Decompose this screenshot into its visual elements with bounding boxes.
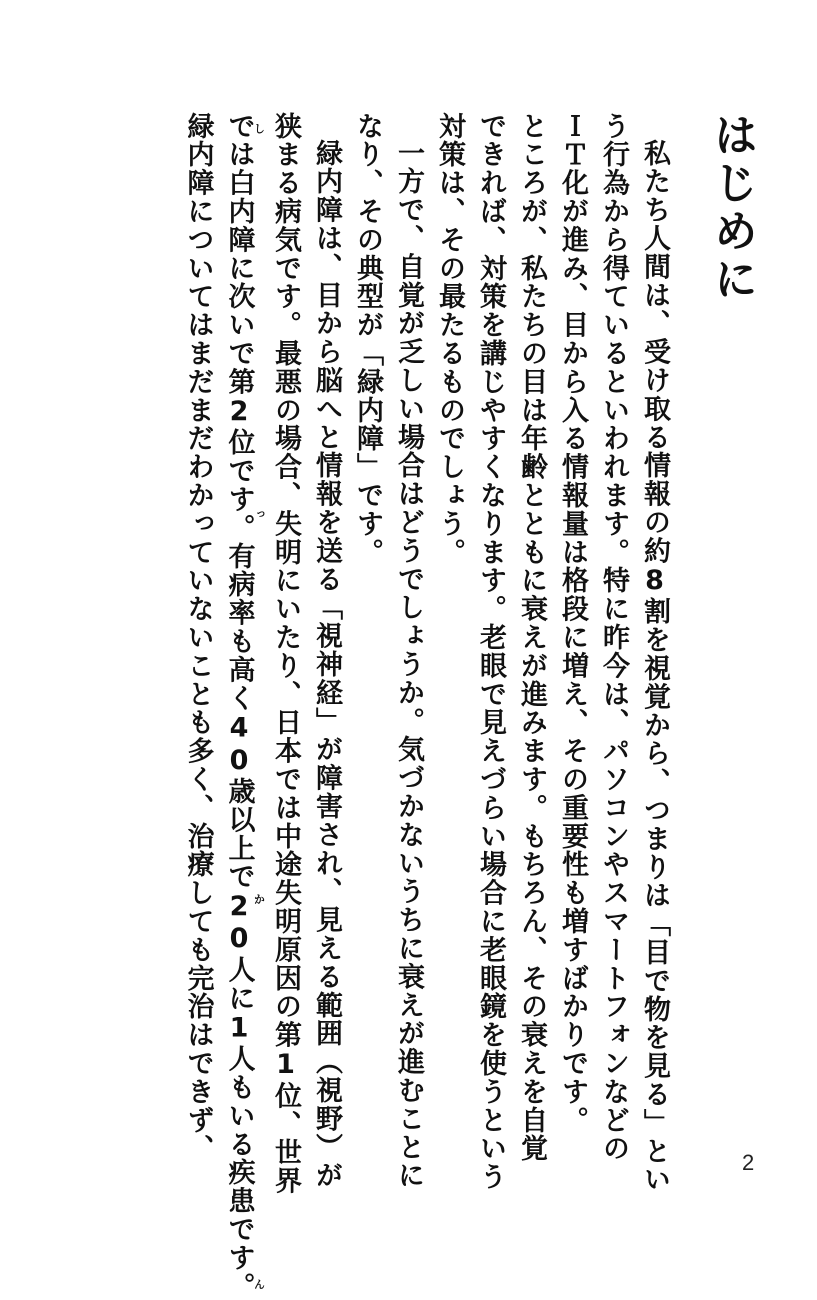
furigana-shikkan: しっかん [252, 112, 266, 1300]
body-line-10: 狭まる病気です。最悪の場合、失明にいたり、日本では中途失明原因の第1位、世界 [270, 112, 301, 1196]
body-line-4-text: ところが、私たちの目は年齢とともに衰えが進みます。もちろん、その衰えを自覚 [516, 112, 547, 1163]
vertical-text-block [178, 112, 762, 1300]
body-line-2: う行為から得ているといわれます。特に昨今は、パソコンやスマートフォンなどの [598, 112, 629, 1163]
body-line-8: なり、その典型が「緑内障」です。 [352, 112, 383, 567]
body-line-7: 一方で、自覚が乏しい場合はどうでしょうか。気づかないうちに衰えが進むことに [393, 139, 424, 1190]
body-line-12: 緑内障についてはまだまだわかっていないことも多く、治療しても完治はできず、 [182, 112, 214, 1163]
body-line-1: 私たち人間は、受け取る情報の約8割を視覚から、つまりは「目で物を見る」とい [639, 139, 670, 1194]
body-line-9: 緑内障は、目から脳へと情報を送る「視神経」が障害され、見える範囲（視野）が [311, 139, 342, 1190]
body-line-11-ruby [223, 112, 266, 1300]
body-line-4 [511, 112, 552, 1163]
page-number: 2 [742, 1150, 755, 1175]
body-line-11-text: では白内障に次いで第2位です。有病率も高く40歳以上で20人に1人もいる疾患です。 [223, 112, 255, 1300]
chapter-title: はじめに [706, 112, 757, 304]
body-line-5: できれば、対策を講じやすくなります。老眼で見えづらい場合に老眼鏡を使うという [475, 112, 506, 1192]
body-line-6: 対策は、その最たるものでしょう。 [434, 112, 465, 567]
body-line-3: ＩＴ化が進み、目から入る情報量は格段に増え、その重要性も増すばかりです。 [557, 112, 588, 1135]
body-line-11 [219, 112, 266, 1300]
